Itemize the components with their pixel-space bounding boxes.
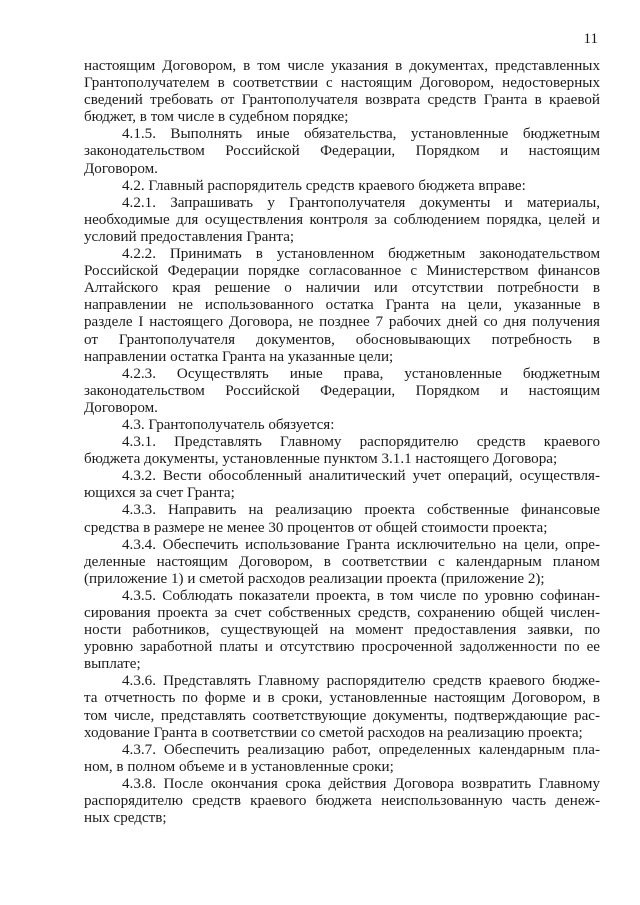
text-line: ных средств;	[84, 810, 167, 827]
text-line: настоящим Договором, в том числе указания в документах, представленных	[84, 58, 600, 74]
text-line: ющихся за счет Гранта;	[84, 485, 235, 502]
text-line: необходимые для осуществления контроля за соблюдением порядка, целей и	[84, 211, 600, 228]
text-line: ходование Гранта в соответствии со сметой расходов на реализацию проекта;	[84, 724, 583, 741]
text-line: та отчетность по форме и в сроки, установленные настоящим Договором, в	[84, 690, 600, 707]
text-line: 4.2. Главный распорядитель средств краевого бюджета вправе:	[122, 177, 526, 194]
text-line: том числе, представлять соответствующие документы, подтверждающие рас-	[84, 707, 600, 724]
text-line: направлении не использованного остатка Гранта на цели, указанные в	[84, 297, 600, 314]
text-line: (приложение 1) и сметой расходов реализации проекта (приложение 2);	[84, 570, 545, 587]
page-number: 11	[583, 31, 598, 47]
text-line: 4.3.6. Представлять Главному распорядителю средств краевого бюдже-	[122, 673, 600, 690]
text-line: Российской Федерации порядке согласованное с Министерством финансов	[84, 263, 600, 280]
text-line: Грантополучателем в соответствии с настоящим Договором, недостоверных	[84, 75, 600, 92]
document-body	[84, 58, 600, 827]
text-line: 4.3.4. Обеспечить использование Гранта исключительно на цели, опре-	[122, 536, 600, 553]
text-line: условий предоставления Гранта;	[84, 228, 295, 245]
text-line: 4.3.7. Обеспечить реализацию работ, определенных календарным пла-	[122, 741, 600, 758]
text-line: ном, в полном объеме и в установленные сроки;	[84, 758, 394, 775]
text-line: распорядителю средств краевого бюджета неиспользованную часть денеж-	[84, 793, 600, 810]
text-line: 4.3.3. Направить на реализацию проекта собственные финансовые	[122, 502, 600, 519]
text-line: ности работников, существующей на момент предоставления заявки, по	[84, 622, 600, 639]
text-line: средства в размере не менее 30 процентов от общей стоимости проекта;	[84, 519, 548, 536]
text-line: 4.3.2. Вести обособленный аналитический учет операций, осуществля-	[122, 468, 600, 485]
text-line: 4.2.1. Запрашивать у Грантополучателя документы и материалы,	[122, 194, 600, 211]
text-line: Алтайского края решение о наличии или отсутствии потребности в	[84, 280, 600, 297]
text-line: 4.2.2. Принимать в установленном бюджетным законодательством	[122, 246, 600, 263]
text-line: Договором.	[84, 160, 158, 177]
text-line: 4.2.3. Осуществлять иные права, установленные бюджетным	[122, 365, 600, 382]
text-line: 4.3.5. Соблюдать показатели проекта, в том числе по уровню софинан-	[122, 587, 600, 604]
text-line: уровню заработной платы и отсутствию просроченной задолженности по ее	[84, 639, 600, 656]
text-line: 4.3. Грантополучатель обязуется:	[122, 416, 335, 433]
text-line: 4.3.1. Представлять Главному распорядителю средств краевого	[122, 434, 600, 451]
text-line: законодательством Российской Федерации, Порядком и настоящим	[84, 143, 600, 160]
text-line: от Грантополучателя документов, обосновывающих потребность в	[84, 331, 600, 348]
text-line: бюджет, в том числе в судебном порядке;	[84, 109, 349, 126]
text-line: Договором.	[84, 399, 158, 416]
text-line: выплате;	[84, 656, 141, 673]
text-line: разделе I настоящего Договора, не позднее 7 рабочих дней со дня получения	[84, 314, 600, 331]
text-line: 4.1.5. Выполнять иные обязательства, установленные бюджетным	[122, 126, 600, 143]
text-line: деленные настоящим Договором, в соответствии с календарным планом	[84, 553, 600, 570]
text-line: сирования проекта за счет собственных средств, сохранению общей числен-	[84, 605, 600, 621]
text-line: законодательством Российской Федерации, Порядком и настоящим	[84, 382, 600, 399]
text-line: направлении остатка Гранта на указанные цели;	[84, 348, 394, 365]
text-line: бюджета документы, установленные пунктом 3.1.1 настоящего Договора;	[84, 451, 558, 468]
text-line: сведений требовать от Грантополучателя возврата средств Гранта в краевой	[84, 92, 600, 109]
text-line: 4.3.8. После окончания срока действия Договора возвратить Главному	[122, 775, 600, 792]
